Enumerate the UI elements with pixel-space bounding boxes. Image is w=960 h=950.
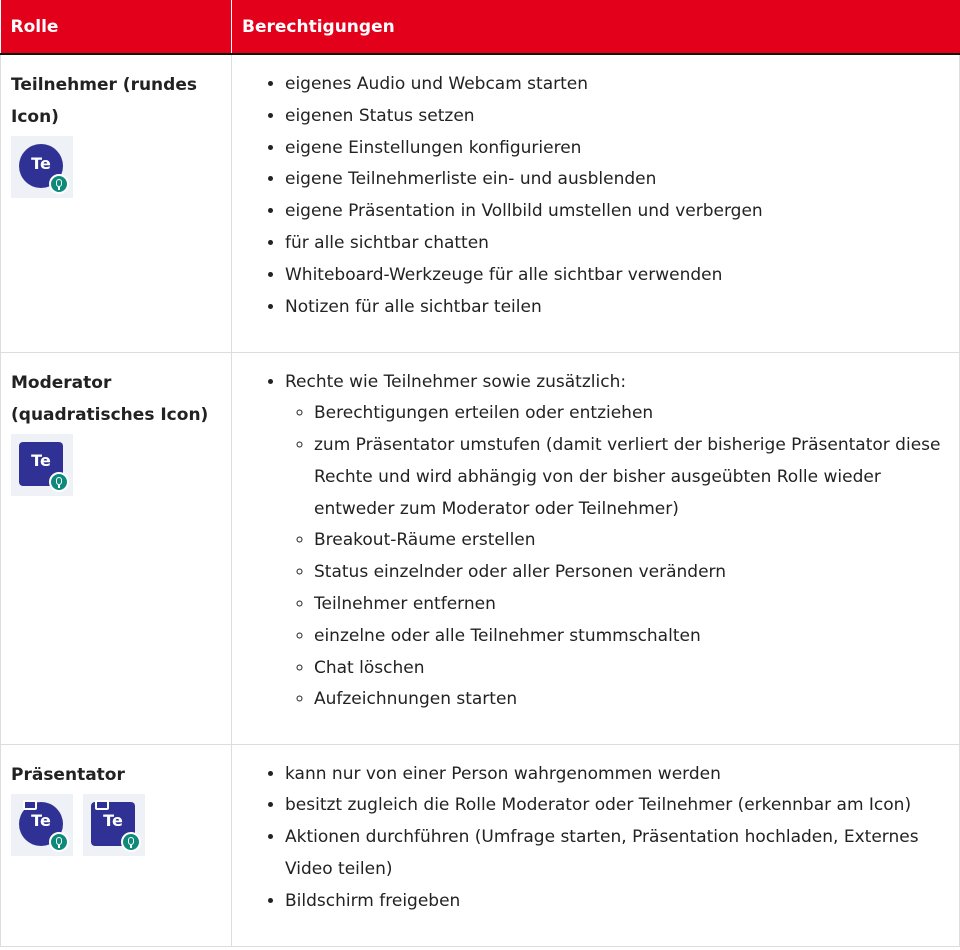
list-item: • kann nur von einer Person wahrgenommen werden [285, 759, 949, 791]
table-header-row [1, 0, 960, 54]
microphone-icon [49, 472, 69, 492]
list-item: • Notizen für alle sichtbar teilen [285, 292, 949, 324]
header-role: Rolle [1, 0, 232, 54]
list-item [285, 367, 949, 717]
microphone-icon [49, 832, 69, 852]
sub-list-item: ◦ Status einzelnder oder aller Personen verändern [314, 557, 949, 589]
list-item: • eigene Präsentation in Vollbild umstellen und verbergen [285, 196, 949, 228]
microphone-icon [49, 174, 69, 194]
list-item: • für alle sichtbar chatten [285, 228, 949, 260]
list-item: • eigenen Status setzen [285, 101, 949, 133]
sub-list-item: ◦ Aufzeichnungen starten [314, 684, 949, 716]
table-row [1, 744, 960, 946]
presenter-round-icon [11, 794, 73, 856]
role-name: Teilnehmer (rundes Icon) [11, 75, 197, 127]
role-cell [1, 352, 232, 744]
presenter-square-icon [83, 794, 145, 856]
screen-icon [23, 800, 37, 810]
table-row [1, 54, 960, 352]
screen-icon [95, 800, 109, 810]
sub-list-item: ◦ Teilnehmer entfernen [314, 589, 949, 621]
permissions-cell [232, 744, 960, 946]
role-cell [1, 744, 232, 946]
role-cell [1, 54, 232, 352]
sub-list-item: ◦ Chat löschen [314, 653, 949, 685]
list-item: • Bildschirm freigeben [285, 886, 949, 918]
list-item: • Aktionen durchführen (Umfrage starten, Präsentation hochladen, Externes Video teilen) [285, 822, 949, 886]
permissions-cell [232, 352, 960, 744]
list-item: • Whiteboard-Werkzeuge für alle sichtbar verwenden [285, 260, 949, 292]
sub-list-item: ◦ Berechtigungen erteilen oder entziehen [314, 398, 949, 430]
table-row [1, 352, 960, 744]
microphone-icon [121, 832, 141, 852]
sub-list-item: ◦ einzelne oder alle Teilnehmer stummschalten [314, 621, 949, 653]
sub-list-item: ◦ Breakout-Räume erstellen [314, 525, 949, 557]
list-item-text: Rechte wie Teilnehmer sowie zusätzlich: [285, 371, 627, 392]
participant-round-icon [11, 136, 73, 198]
permissions-cell [232, 54, 960, 352]
role-name: Moderator (quadratisches Icon) [11, 372, 209, 425]
list-item: • eigene Teilnehmerliste ein- und ausblenden [285, 164, 949, 196]
list-item: • eigenes Audio und Webcam starten [285, 69, 949, 101]
avatar: Te [91, 802, 135, 846]
list-item: • besitzt zugleich die Rolle Moderator oder Teilnehmer (erkennbar am Icon) [285, 790, 949, 822]
header-permissions: Berechtigungen [232, 0, 960, 54]
moderator-square-icon [11, 434, 73, 496]
avatar: Te [19, 144, 63, 188]
role-name: Präsentator [11, 764, 125, 785]
sub-list-item: ◦ zum Präsentator umstufen (damit verliert der bisherige Präsentator diese Rechte und wird abhängig von der bisher ausgeübten Rolle wieder entweder zum Moderator oder Teilnehmer) [314, 430, 949, 525]
avatar: Te [19, 802, 63, 846]
list-item: • eigene Einstellungen konfigurieren [285, 133, 949, 165]
avatar: Te [19, 442, 63, 486]
